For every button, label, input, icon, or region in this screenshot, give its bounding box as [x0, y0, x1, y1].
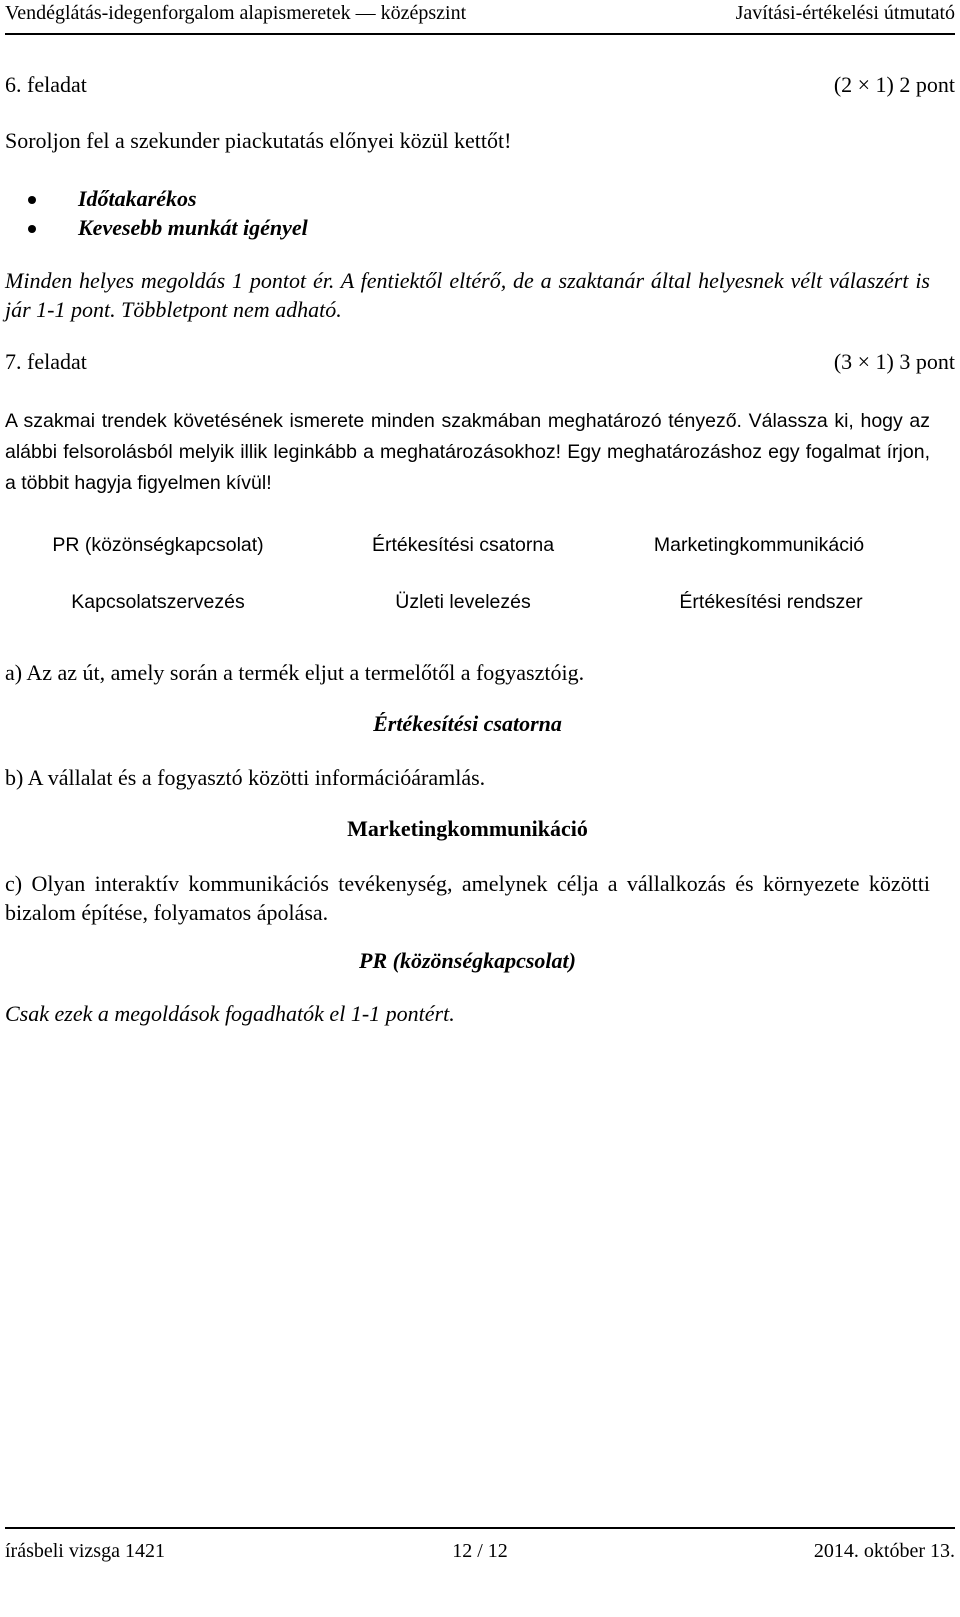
task6-heading	[5, 72, 955, 102]
task7-heading	[5, 349, 955, 379]
term-kapcsolatszervezes: Kapcsolatszervezés	[71, 591, 245, 613]
task7-answer-c: PR (közönségkapcsolat)	[359, 948, 576, 973]
task7-question: A szakmai trendek követésének ismerete minden szakmában meghatározó tényező. Válassza ki, hogy az alábbi felsorolásból melyik illik leginkább a meghatározásokhoz! Egy meghatározáshoz egy fogalmat írjon, a többit hagyja figyelmen kívül!	[5, 410, 930, 494]
term-ertekesitesi-csatorna: Értékesítési csatorna	[371, 534, 555, 556]
task6-points: (2 × 1) 2 pont	[833, 72, 955, 97]
page-footer	[5, 1540, 955, 1568]
task7-final-note: Csak ezek a megoldások fogadhatók el 1-1 pontért.	[5, 1001, 455, 1026]
task7-item-a: a) Az az út, amely során a termék eljut a termelőtől a fogyasztóig.	[5, 660, 585, 685]
task6-answer-1: Időtakarékos	[78, 186, 197, 211]
task6-answer-2: Kevesebb munkát igényel	[78, 215, 308, 240]
task7-answer-b: Marketingkommunikáció	[347, 816, 588, 841]
header-title: Vendéglátás-idegenforgalom alapismeretek — középszint	[5, 2, 467, 24]
task6-question: Soroljon fel a szekunder piackutatás előnyei közül kettőt!	[5, 128, 512, 153]
term-ertekesitesi-rendszer: Értékesítési rendszer	[679, 591, 863, 613]
bullet-icon	[28, 225, 36, 233]
task7-item-b: b) A vállalat és a fogyasztó közötti információáramlás.	[5, 765, 486, 790]
header-rule	[5, 33, 955, 35]
footer-rule	[5, 1527, 955, 1529]
task6-title: 6. feladat	[5, 72, 87, 97]
term-uzleti-levelezes: Üzleti levelezés	[395, 591, 531, 613]
task7-answer-a: Értékesítési csatorna	[373, 711, 562, 736]
term-pr: PR (közönségkapcsolat)	[52, 534, 264, 556]
task7-title: 7. feladat	[5, 349, 87, 374]
header-subtitle: Javítási-értékelési útmutató	[735, 2, 955, 24]
task7-item-c: c) Olyan interaktív kommunikációs tevékenység, amelynek célja a vállalkozás és környezete közötti bizalom építése, folyamatos ápolása.	[5, 871, 930, 925]
page-header	[5, 2, 955, 30]
footer-exam-code: írásbeli vizsga 1421	[5, 1540, 165, 1562]
footer-date: 2014. október 13.	[813, 1540, 955, 1562]
footer-page-number: 12 / 12	[452, 1540, 508, 1562]
task7-points: (3 × 1) 3 pont	[833, 349, 955, 374]
term-marketingkommunikacio: Marketingkommunikáció	[653, 534, 865, 556]
bullet-icon	[28, 196, 36, 204]
task6-scoring-note: Minden helyes megoldás 1 pontot ér. A fentiektől eltérő, de a szaktanár által helyesnek vélt válaszért is jár 1-1 pont. Többletpont nem adható.	[5, 268, 930, 322]
